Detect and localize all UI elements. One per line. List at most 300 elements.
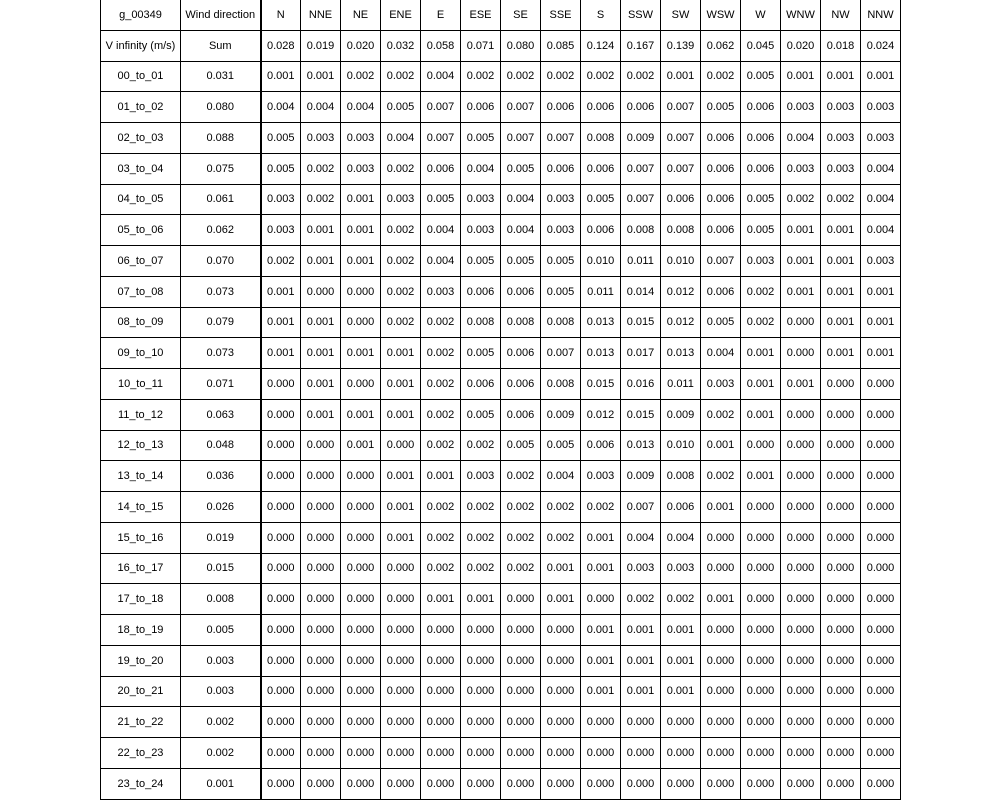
frequency-cell: 0.000 xyxy=(821,676,861,707)
row-sum-cell: 0.070 xyxy=(181,246,261,277)
frequency-cell: 0.001 xyxy=(741,399,781,430)
frequency-cell: 0.002 xyxy=(381,276,421,307)
frequency-cell: 0.001 xyxy=(261,307,301,338)
frequency-cell: 0.000 xyxy=(861,707,901,738)
frequency-cell: 0.001 xyxy=(821,338,861,369)
frequency-cell: 0.000 xyxy=(741,584,781,615)
frequency-cell: 0.000 xyxy=(781,338,821,369)
table-row xyxy=(101,369,901,400)
frequency-cell: 0.004 xyxy=(461,153,501,184)
direction-header: NNW xyxy=(861,0,901,30)
frequency-cell: 0.007 xyxy=(501,92,541,123)
frequency-cell: 0.001 xyxy=(341,430,381,461)
table-row xyxy=(101,584,901,615)
speed-bin-label: 00_to_01 xyxy=(101,61,181,92)
frequency-cell: 0.000 xyxy=(501,707,541,738)
frequency-cell: 0.006 xyxy=(701,153,741,184)
frequency-cell: 0.000 xyxy=(781,645,821,676)
frequency-cell: 0.000 xyxy=(261,430,301,461)
direction-header: SSW xyxy=(621,0,661,30)
frequency-cell: 0.000 xyxy=(381,584,421,615)
frequency-cell: 0.000 xyxy=(621,738,661,769)
frequency-cell: 0.005 xyxy=(461,123,501,154)
frequency-cell: 0.000 xyxy=(821,553,861,584)
frequency-cell: 0.006 xyxy=(541,153,581,184)
frequency-cell: 0.003 xyxy=(461,461,501,492)
frequency-cell: 0.002 xyxy=(381,61,421,92)
frequency-cell: 0.013 xyxy=(621,430,661,461)
frequency-cell: 0.000 xyxy=(581,738,621,769)
frequency-cell: 0.000 xyxy=(341,676,381,707)
speed-bin-label: 08_to_09 xyxy=(101,307,181,338)
frequency-cell: 0.000 xyxy=(421,738,461,769)
frequency-cell: 0.008 xyxy=(541,369,581,400)
speed-bin-label: 03_to_04 xyxy=(101,153,181,184)
frequency-cell: 0.012 xyxy=(661,276,701,307)
frequency-cell: 0.006 xyxy=(741,123,781,154)
frequency-cell: 0.002 xyxy=(461,492,501,523)
speed-bin-label: 16_to_17 xyxy=(101,553,181,584)
frequency-cell: 0.006 xyxy=(501,399,541,430)
frequency-cell: 0.000 xyxy=(261,553,301,584)
frequency-cell: 0.000 xyxy=(781,615,821,646)
direction-sum-cell: 0.032 xyxy=(381,30,421,61)
frequency-cell: 0.005 xyxy=(501,246,541,277)
frequency-cell: 0.001 xyxy=(741,461,781,492)
frequency-cell: 0.007 xyxy=(421,123,461,154)
frequency-cell: 0.000 xyxy=(501,768,541,799)
frequency-cell: 0.002 xyxy=(261,246,301,277)
frequency-cell: 0.006 xyxy=(461,276,501,307)
frequency-cell: 0.001 xyxy=(581,553,621,584)
frequency-cell: 0.000 xyxy=(261,645,301,676)
frequency-cell: 0.001 xyxy=(821,246,861,277)
row-sum-cell: 0.036 xyxy=(181,461,261,492)
frequency-cell: 0.002 xyxy=(821,184,861,215)
frequency-cell: 0.000 xyxy=(301,615,341,646)
frequency-cell: 0.002 xyxy=(621,584,661,615)
frequency-cell: 0.006 xyxy=(661,184,701,215)
frequency-cell: 0.001 xyxy=(421,461,461,492)
frequency-cell: 0.000 xyxy=(341,492,381,523)
speed-bin-label: 22_to_23 xyxy=(101,738,181,769)
speed-bin-label: 01_to_02 xyxy=(101,92,181,123)
direction-header: SSE xyxy=(541,0,581,30)
frequency-cell: 0.000 xyxy=(301,738,341,769)
frequency-cell: 0.003 xyxy=(781,92,821,123)
frequency-cell: 0.000 xyxy=(781,584,821,615)
frequency-cell: 0.002 xyxy=(501,61,541,92)
table-row xyxy=(101,615,901,646)
frequency-cell: 0.003 xyxy=(701,369,741,400)
frequency-cell: 0.003 xyxy=(461,184,501,215)
frequency-cell: 0.004 xyxy=(701,338,741,369)
frequency-cell: 0.000 xyxy=(861,738,901,769)
frequency-cell: 0.000 xyxy=(861,430,901,461)
direction-sum-cell: 0.019 xyxy=(301,30,341,61)
frequency-cell: 0.000 xyxy=(781,307,821,338)
frequency-cell: 0.004 xyxy=(421,61,461,92)
direction-header: NW xyxy=(821,0,861,30)
table-body xyxy=(101,0,901,799)
frequency-cell: 0.001 xyxy=(381,399,421,430)
frequency-cell: 0.004 xyxy=(301,92,341,123)
frequency-cell: 0.002 xyxy=(621,61,661,92)
frequency-cell: 0.013 xyxy=(581,338,621,369)
frequency-cell: 0.001 xyxy=(341,215,381,246)
direction-sum-cell: 0.024 xyxy=(861,30,901,61)
row-sum-cell: 0.061 xyxy=(181,184,261,215)
row-sum-cell: 0.063 xyxy=(181,399,261,430)
frequency-cell: 0.003 xyxy=(341,123,381,154)
frequency-cell: 0.000 xyxy=(341,553,381,584)
frequency-cell: 0.000 xyxy=(781,768,821,799)
frequency-cell: 0.009 xyxy=(621,461,661,492)
frequency-cell: 0.001 xyxy=(781,61,821,92)
table-row xyxy=(101,215,901,246)
frequency-cell: 0.002 xyxy=(301,153,341,184)
frequency-cell: 0.005 xyxy=(741,61,781,92)
frequency-cell: 0.006 xyxy=(701,184,741,215)
frequency-cell: 0.001 xyxy=(781,276,821,307)
frequency-cell: 0.000 xyxy=(461,615,501,646)
frequency-cell: 0.003 xyxy=(261,184,301,215)
frequency-cell: 0.015 xyxy=(581,369,621,400)
frequency-cell: 0.006 xyxy=(701,123,741,154)
direction-header: WSW xyxy=(701,0,741,30)
direction-sum-cell: 0.085 xyxy=(541,30,581,61)
frequency-cell: 0.000 xyxy=(261,768,301,799)
frequency-cell: 0.017 xyxy=(621,338,661,369)
speed-bin-label: 02_to_03 xyxy=(101,123,181,154)
frequency-cell: 0.007 xyxy=(541,123,581,154)
row-sum-cell: 0.003 xyxy=(181,676,261,707)
frequency-cell: 0.000 xyxy=(861,615,901,646)
frequency-cell: 0.000 xyxy=(821,707,861,738)
frequency-cell: 0.000 xyxy=(381,768,421,799)
frequency-cell: 0.012 xyxy=(581,399,621,430)
frequency-cell: 0.000 xyxy=(741,430,781,461)
frequency-cell: 0.000 xyxy=(501,645,541,676)
table-row xyxy=(101,399,901,430)
frequency-cell: 0.005 xyxy=(501,430,541,461)
table-row xyxy=(101,430,901,461)
frequency-cell: 0.000 xyxy=(861,461,901,492)
frequency-cell: 0.000 xyxy=(421,645,461,676)
frequency-cell: 0.001 xyxy=(301,61,341,92)
frequency-cell: 0.000 xyxy=(461,645,501,676)
frequency-cell: 0.000 xyxy=(861,522,901,553)
row-sum-cell: 0.001 xyxy=(181,768,261,799)
frequency-cell: 0.001 xyxy=(301,307,341,338)
frequency-cell: 0.007 xyxy=(421,92,461,123)
frequency-cell: 0.003 xyxy=(301,123,341,154)
frequency-cell: 0.004 xyxy=(261,92,301,123)
frequency-cell: 0.000 xyxy=(381,676,421,707)
frequency-cell: 0.000 xyxy=(821,584,861,615)
frequency-cell: 0.004 xyxy=(861,153,901,184)
speed-bin-label: 19_to_20 xyxy=(101,645,181,676)
frequency-cell: 0.011 xyxy=(621,246,661,277)
frequency-cell: 0.000 xyxy=(381,615,421,646)
frequency-cell: 0.005 xyxy=(541,246,581,277)
frequency-cell: 0.005 xyxy=(421,184,461,215)
row-sum-cell: 0.002 xyxy=(181,707,261,738)
frequency-cell: 0.006 xyxy=(581,153,621,184)
frequency-cell: 0.006 xyxy=(501,338,541,369)
speed-bin-label: 23_to_24 xyxy=(101,768,181,799)
table-row xyxy=(101,276,901,307)
table-row xyxy=(101,184,901,215)
frequency-cell: 0.001 xyxy=(381,522,421,553)
frequency-cell: 0.002 xyxy=(541,522,581,553)
frequency-cell: 0.000 xyxy=(541,615,581,646)
frequency-cell: 0.003 xyxy=(741,246,781,277)
frequency-cell: 0.005 xyxy=(701,92,741,123)
speed-bin-label: 10_to_11 xyxy=(101,369,181,400)
frequency-cell: 0.000 xyxy=(461,768,501,799)
frequency-cell: 0.000 xyxy=(701,676,741,707)
speed-bin-label: 17_to_18 xyxy=(101,584,181,615)
frequency-cell: 0.002 xyxy=(381,307,421,338)
frequency-cell: 0.007 xyxy=(621,184,661,215)
frequency-cell: 0.004 xyxy=(341,92,381,123)
frequency-cell: 0.004 xyxy=(541,461,581,492)
frequency-cell: 0.000 xyxy=(421,615,461,646)
frequency-cell: 0.004 xyxy=(381,123,421,154)
table-row xyxy=(101,768,901,799)
frequency-cell: 0.002 xyxy=(741,307,781,338)
frequency-cell: 0.000 xyxy=(781,492,821,523)
frequency-cell: 0.001 xyxy=(381,492,421,523)
frequency-cell: 0.001 xyxy=(541,584,581,615)
frequency-cell: 0.002 xyxy=(781,184,821,215)
frequency-cell: 0.000 xyxy=(781,522,821,553)
frequency-cell: 0.000 xyxy=(821,738,861,769)
frequency-cell: 0.004 xyxy=(861,215,901,246)
frequency-cell: 0.000 xyxy=(821,430,861,461)
frequency-cell: 0.010 xyxy=(661,430,701,461)
frequency-cell: 0.010 xyxy=(581,246,621,277)
frequency-cell: 0.000 xyxy=(341,768,381,799)
frequency-cell: 0.000 xyxy=(261,707,301,738)
frequency-cell: 0.000 xyxy=(861,399,901,430)
frequency-cell: 0.004 xyxy=(621,522,661,553)
frequency-cell: 0.000 xyxy=(301,522,341,553)
frequency-cell: 0.000 xyxy=(541,676,581,707)
frequency-cell: 0.002 xyxy=(581,61,621,92)
frequency-cell: 0.008 xyxy=(661,461,701,492)
direction-header: E xyxy=(421,0,461,30)
frequency-cell: 0.007 xyxy=(661,92,701,123)
row-sum-cell: 0.048 xyxy=(181,430,261,461)
frequency-cell: 0.000 xyxy=(261,676,301,707)
frequency-cell: 0.001 xyxy=(581,645,621,676)
frequency-cell: 0.000 xyxy=(381,707,421,738)
frequency-cell: 0.004 xyxy=(661,522,701,553)
frequency-cell: 0.000 xyxy=(341,369,381,400)
table-row xyxy=(101,676,901,707)
direction-header: NNE xyxy=(301,0,341,30)
frequency-cell: 0.001 xyxy=(621,615,661,646)
table-row xyxy=(101,307,901,338)
frequency-cell: 0.001 xyxy=(341,246,381,277)
frequency-cell: 0.000 xyxy=(301,430,341,461)
frequency-cell: 0.001 xyxy=(821,215,861,246)
table-row xyxy=(101,246,901,277)
frequency-cell: 0.006 xyxy=(501,369,541,400)
frequency-cell: 0.002 xyxy=(381,215,421,246)
frequency-cell: 0.001 xyxy=(861,307,901,338)
wind-frequency-table xyxy=(100,0,901,800)
frequency-cell: 0.000 xyxy=(541,768,581,799)
frequency-cell: 0.000 xyxy=(341,615,381,646)
frequency-cell: 0.006 xyxy=(421,153,461,184)
frequency-cell: 0.000 xyxy=(821,645,861,676)
frequency-cell: 0.013 xyxy=(661,338,701,369)
frequency-cell: 0.000 xyxy=(461,738,501,769)
frequency-cell: 0.001 xyxy=(301,399,341,430)
frequency-cell: 0.005 xyxy=(381,92,421,123)
frequency-cell: 0.000 xyxy=(781,738,821,769)
frequency-cell: 0.000 xyxy=(501,738,541,769)
frequency-cell: 0.001 xyxy=(421,584,461,615)
frequency-cell: 0.003 xyxy=(861,123,901,154)
frequency-cell: 0.010 xyxy=(661,246,701,277)
frequency-cell: 0.000 xyxy=(261,461,301,492)
frequency-cell: 0.000 xyxy=(341,584,381,615)
frequency-cell: 0.007 xyxy=(701,246,741,277)
direction-sum-cell: 0.020 xyxy=(341,30,381,61)
frequency-cell: 0.001 xyxy=(661,615,701,646)
frequency-cell: 0.002 xyxy=(501,492,541,523)
frequency-cell: 0.000 xyxy=(781,399,821,430)
speed-bin-label: 04_to_05 xyxy=(101,184,181,215)
frequency-cell: 0.015 xyxy=(621,399,661,430)
frequency-cell: 0.000 xyxy=(301,492,341,523)
frequency-cell: 0.000 xyxy=(701,707,741,738)
frequency-cell: 0.000 xyxy=(261,584,301,615)
direction-header: N xyxy=(261,0,301,30)
frequency-cell: 0.007 xyxy=(501,123,541,154)
speed-bin-label: 18_to_19 xyxy=(101,615,181,646)
frequency-cell: 0.005 xyxy=(701,307,741,338)
frequency-cell: 0.000 xyxy=(741,676,781,707)
frequency-cell: 0.009 xyxy=(661,399,701,430)
frequency-cell: 0.000 xyxy=(581,768,621,799)
frequency-cell: 0.001 xyxy=(701,492,741,523)
table-row xyxy=(101,338,901,369)
corner-label: g_00349 xyxy=(101,0,181,30)
frequency-cell: 0.009 xyxy=(621,123,661,154)
frequency-cell: 0.005 xyxy=(501,153,541,184)
frequency-cell: 0.000 xyxy=(341,707,381,738)
frequency-cell: 0.006 xyxy=(461,369,501,400)
frequency-cell: 0.007 xyxy=(621,492,661,523)
frequency-cell: 0.000 xyxy=(701,553,741,584)
direction-sum-cell: 0.139 xyxy=(661,30,701,61)
frequency-cell: 0.003 xyxy=(381,184,421,215)
frequency-cell: 0.000 xyxy=(821,399,861,430)
frequency-cell: 0.000 xyxy=(381,553,421,584)
frequency-cell: 0.000 xyxy=(581,584,621,615)
direction-sum-cell: 0.167 xyxy=(621,30,661,61)
frequency-cell: 0.000 xyxy=(741,492,781,523)
frequency-cell: 0.002 xyxy=(381,246,421,277)
frequency-cell: 0.001 xyxy=(781,369,821,400)
speed-bin-label: 09_to_10 xyxy=(101,338,181,369)
direction-header: ESE xyxy=(461,0,501,30)
frequency-cell: 0.001 xyxy=(581,615,621,646)
frequency-cell: 0.002 xyxy=(421,338,461,369)
frequency-cell: 0.009 xyxy=(541,399,581,430)
table-row xyxy=(101,92,901,123)
frequency-cell: 0.000 xyxy=(501,615,541,646)
row-sum-cell: 0.019 xyxy=(181,522,261,553)
frequency-cell: 0.001 xyxy=(661,676,701,707)
direction-header: W xyxy=(741,0,781,30)
frequency-cell: 0.002 xyxy=(741,276,781,307)
frequency-cell: 0.000 xyxy=(741,615,781,646)
frequency-cell: 0.000 xyxy=(661,707,701,738)
frequency-cell: 0.000 xyxy=(341,276,381,307)
row-sum-cell: 0.071 xyxy=(181,369,261,400)
frequency-cell: 0.016 xyxy=(621,369,661,400)
frequency-cell: 0.000 xyxy=(301,676,341,707)
frequency-cell: 0.004 xyxy=(501,184,541,215)
frequency-cell: 0.001 xyxy=(261,338,301,369)
frequency-cell: 0.001 xyxy=(861,61,901,92)
frequency-cell: 0.001 xyxy=(781,246,821,277)
frequency-cell: 0.002 xyxy=(661,584,701,615)
frequency-cell: 0.000 xyxy=(541,645,581,676)
table-row xyxy=(101,738,901,769)
frequency-cell: 0.003 xyxy=(421,276,461,307)
frequency-cell: 0.001 xyxy=(341,399,381,430)
frequency-cell: 0.002 xyxy=(421,553,461,584)
table-row xyxy=(101,522,901,553)
direction-sum-cell: 0.028 xyxy=(261,30,301,61)
frequency-cell: 0.001 xyxy=(741,369,781,400)
frequency-cell: 0.006 xyxy=(701,215,741,246)
row-sum-cell: 0.008 xyxy=(181,584,261,615)
frequency-cell: 0.001 xyxy=(461,584,501,615)
frequency-cell: 0.005 xyxy=(741,184,781,215)
frequency-cell: 0.001 xyxy=(301,215,341,246)
frequency-cell: 0.000 xyxy=(861,584,901,615)
frequency-cell: 0.000 xyxy=(701,522,741,553)
frequency-cell: 0.000 xyxy=(261,399,301,430)
frequency-cell: 0.015 xyxy=(621,307,661,338)
frequency-cell: 0.001 xyxy=(621,645,661,676)
table-row xyxy=(101,645,901,676)
frequency-cell: 0.000 xyxy=(261,492,301,523)
frequency-cell: 0.005 xyxy=(261,153,301,184)
frequency-cell: 0.000 xyxy=(821,615,861,646)
frequency-cell: 0.000 xyxy=(301,707,341,738)
table-row xyxy=(101,492,901,523)
frequency-cell: 0.003 xyxy=(621,553,661,584)
frequency-cell: 0.001 xyxy=(861,276,901,307)
frequency-cell: 0.000 xyxy=(821,369,861,400)
frequency-cell: 0.001 xyxy=(301,246,341,277)
frequency-cell: 0.002 xyxy=(381,153,421,184)
frequency-cell: 0.000 xyxy=(821,492,861,523)
frequency-cell: 0.006 xyxy=(741,92,781,123)
frequency-cell: 0.008 xyxy=(661,215,701,246)
table-row xyxy=(101,153,901,184)
frequency-cell: 0.000 xyxy=(741,645,781,676)
